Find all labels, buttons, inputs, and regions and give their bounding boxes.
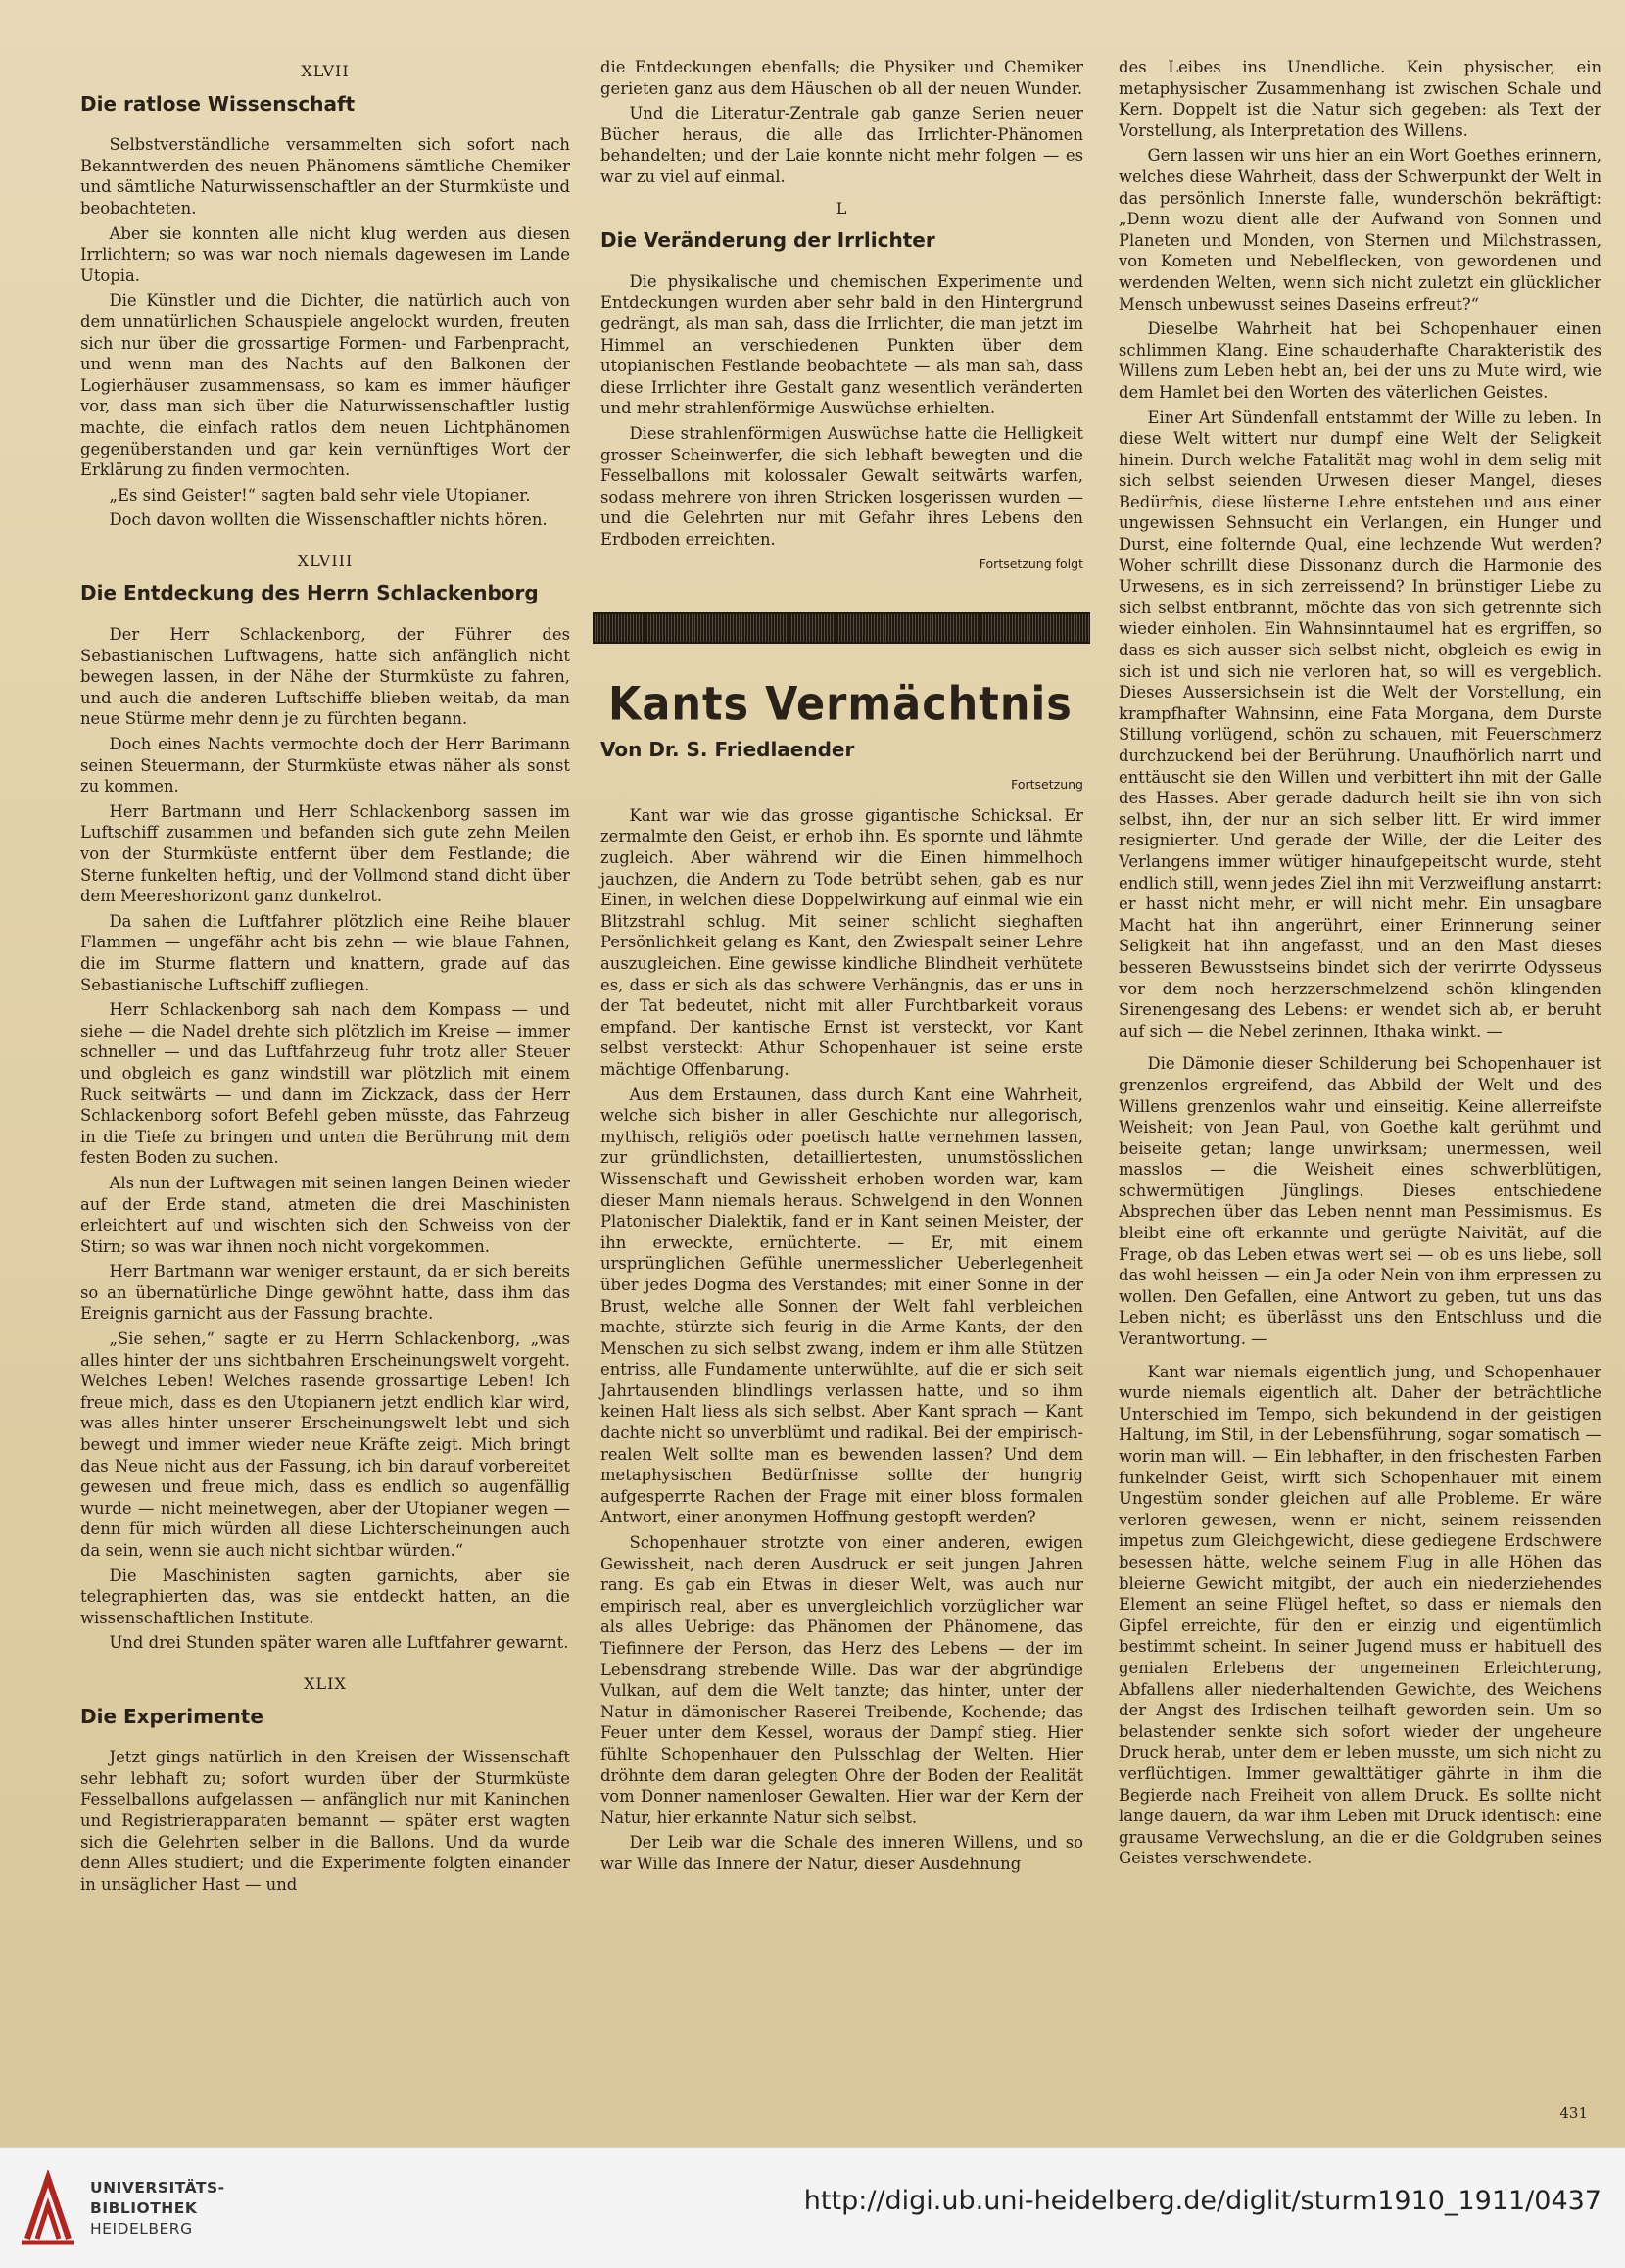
paragraph: Die physikalische und chemischen Experimente und Entdeckungen wurden aber sehr bald in den Hintergrund gedrängt, als man sah, dass die Irrlichter, die man jetzt im Himmel an verschiedenen Punkten über dem utopianischen Festlande beobachtete — als man sah, dass diese Irrlichter ihre Gestalt ganz wesentlich veränderten und mehr strahlenförmige Auswüchse erhielten. [600,271,1083,418]
library-name: UNIVERSITÄTS- BIBLIOTHEK HEIDELBERG [90,2179,225,2238]
paragraph: Die Dämonie dieser Schilderung bei Schopenhauer ist grenzenlos ergreifend, das Abbild der Welt und des Willens grenzenlos wahr und einseitig. Keine allerreifste Weisheit; von Jean Paul, von Goethe kalt gerühmt und beiseite getan; lange unwirksam; unermessen, weil masslos — die Weisheit eines schwerblütigen, schwermütigen Jünglings. Dieses entschiedene Absprechen über das Leben nennt man Pessimismus. Es bleibt eine oft erkannte und gerügte Naivität, auf die Frage, ob das Leben etwas wert sei — ob es uns liebe, soll das wohl heissen — ein Ja oder Nein von ihm erpressen zu wollen. Den Gefallen, eine Antwort zu geben, tut uns das Leben nicht; es überlässt uns den Entschluss und die Verantwortung. — [1119,1054,1601,1349]
continuation-note: Fortsetzung folgt [979,556,1083,572]
article-title: Kants Vermächtnis [608,677,1073,732]
paragraph: „Sie sehen,“ sagte er zu Herrn Schlackenborg, „was alles hinter der uns sichtbahren Erscheinungswelt vorgeht. Welches Leben! Welches rasende grossartige Leben! Ich freue mich, dass es den Utopianern jetzt endlich klar wird, was alles hinter unserer Erscheinungswelt lebt und sich bewegt und immer wieder neue Kräfte zeigt. Mich bringt das Neue nicht aus der Fassung, ich bin darauf vorbereitet gewesen und freue mich, dass es endlich so augenfällig wurde — nicht meinetwegen, aber der Utopianer wegen — denn für mich würden all diese Lichterscheinungen auch da sein, wenn sie auch nicht sichtbar würden.“ [80,1329,570,1560]
ornamental-divider [593,612,1090,644]
paragraph: Die Künstler und die Dichter, die natürlich auch von dem unnatürlichen Schauspiele angelockt wurden, freuten sich nur über die grossartige Formen- und Farbenpracht, und wenn man des Nachts auf den Balkonen der Logierhäuser zusammensass, so kam es immer häufiger vor, dass man sich über die Naturwissenschaftler lustig machte, die einfach ratlos dem neuen Lichtphänomen gegenüberstanden und gar kein vernünftiges Wort der Erklärung zu finden vermochten. [80,291,570,480]
paragraph: Die Maschinisten sagten garnichts, aber sie telegraphierten das, was sie entdeckt hatten, an die wissenschaftlichen Institute. [80,1566,570,1627]
paragraph: Herr Bartmann und Herr Schlackenborg sassen im Luftschiff zusammen und befanden sich gute zehn Meilen von der Sturmküste entfernt über dem Festlande; die Sterne funkelten heftig, und der Vollmond stand dicht über dem Meereshorizont ganz dunkelrot. [80,801,570,906]
paragraph: Der Leib war die Schale des inneren Willens, und so war Wille das Innere der Natur, dieser Ausdehnung [600,1833,1083,1873]
paragraph: „Es sind Geister!“ sagten bald sehr viele Utopianer. [109,485,531,505]
paragraph: Kant war niemals eigentlich jung, und Schopenhauer wurde niemals eigentlich alt. Daher der beträchtliche Unterschied im Tempo, sich bekundend in der geistigen Haltung, im Stil, in der Lebensführung, sogar somatisch — worin man will. — Ein lebhafter, in den frischesten Farben funkelnder Geist, wirft sich Schopenhauer mit einem Ungestüm sonder gleichen auf alle Probleme. Er wäre verloren gewesen, wenn er nicht, seinem reissenden impetus zum Gleichgewicht, diese gediegene Erdschwere besessen hätte, welche seinem Flug in alle Höhen das bleierne Gewicht mitgibt, der auch ein niederziehendes Element an seine Flügel heftet, so dass er niemals den Gipfel erreichte, für den er einzig und eigentümlich bestimmt scheint. In seiner Jugend muss er habituell des genialen Erlebens der ungemeinen Erleichterung, Abfallens aller niederhaltenden Gewichte, des Weichens der Angst des Irdischen teilhaft geworden sein. Um so belastender senkte sich sofort wieder der ungeheure Druck herab, unter dem er leben musste, um sich nicht zu verflüchtigen. Immer gewalttätiger gährte in ihm die Begierde nach Freiheit von allem Druck. Es sollte nicht lange dauern, da war ihm Leben mit Druck identisch: eine grausame Verwechslung, an die er die Goldgruben seines Geistes verschwendete. [1119,1362,1601,1868]
paragraph: Diese strahlenförmigen Auswüchse hatte die Helligkeit grosser Scheinwerfer, die sich lebhaft bewegten und die Fesselballons mit kolossaler Gewalt seitwärts warfen, sodass mehrere von ihren Stricken losgerissen wurden — und die Gelehrten nur mit Gefahr ihres Lebens den Erdboden erreichten. [600,423,1083,549]
paragraph: Doch davon wollten die Wissenschaftler nichts hören. [109,510,548,530]
paragraph: Aus dem Erstaunen, dass durch Kant eine Wahrheit, welche sich bisher in aller Geschichte nur allegorisch, mythisch, religiös oder poetisch hatte vernehmen lassen, zur gründlichsten, detailliertesten, unumstösslichen Wissenschaft und Gewissheit erhoben worden war, kam dieser Mann niemals heraus. Schwelgend in den Wonnen Platonischer Dialektik, fand er in Kant seinen Meister, der ihn erweckte, ernüchterte. — Er, mit einem ursprünglichen Gefühle unermesslicher Ueberlegenheit über jedes Dogma des Verstandes; mit einer Sonne in der Brust, welche alle Sonnen der Welt fahl verbleichen machte, stürzte sich feurig in die Arme Kants, der den Menschen zu sich selbst zwang, indem er ihm alle Stützen entriss, alle Fundamente unterwühlte, auf die er sich seit Jahrtausenden blindlings verlassen hatte, und so ihm keinen Halt liess als sich selbst. Aber Kant sprach — Kant dachte nicht so unverblümt und radikal. Bei der empirisch-realen Welt sollte man es bewenden lassen? Und dem metaphysischen Bedürfnisse sollte der hungrig aufgesperrte Rachen der Frage mit einer bloss formalen Antwort, einer anonymen Hoffnung gestopft werden? [600,1085,1083,1527]
paragraph: Jetzt gings natürlich in den Kreisen der Wissenschaft sehr lebhaft zu; sofort wurden über der Sturmküste Fesselballons aufgelassen — anfänglich nur mit Kaninchen und Registrierapparaten bemannt — später erst wagten sich die Gelehrten selber in die Ballons. Und da wurde denn Alles studiert; und die Experimente folgten einander in unsäglicher Hast — und [80,1748,570,1894]
page-number: 431 [1559,2104,1588,2122]
column-left [80,57,570,1899]
section-title: Die Entdeckung des Herrn Schlackenborg [80,581,539,605]
paragraph: Kant war wie das grosse gigantische Schicksal. Er zermalmte den Geist, er erhob ihn. Es spornte und lähmte zugleich. Aber während wir die Einen himmelhoch jauchzen, die Andern zu Tode betrübt sehen, gab es nur Einen, in welchen diese Doppelwirkung auf einmal wie ein Blitzstrahl schlug. Mit seiner schlicht sieghaften Persönlichkeit gelang es Kant, den Zwiespalt seiner Lehre auszugleichen. Eine gewisse kindliche Blindheit verhütete es, dass er sich als das schwere Verhängnis, das er uns in der Tat bedeutet, nicht mit aller Furchtbarkeit voraus empfand. Der kantische Ernst ist versteckt, vor Kant selbst versteckt: Athur Schopenhauer ist seine erste mächtige Offenbarung. [600,805,1083,1079]
section-number: XLVII [301,62,350,80]
section-title: Die Experimente [80,1704,263,1728]
paragraph: Aber sie konnten alle nicht klug werden aus diesen Irrlichtern; so was war noch niemals dagewesen im Lande Utopia. [80,223,570,285]
paragraph: Gern lassen wir uns hier an ein Wort Goethes erinnern, welches diese Wahrheit, dass der Schwerpunkt der Welt in das persönlich Innerste falle, wunderschön bekräftigt: „Denn wozu dient alle der Aufwand von Sonnen und Planeten und Monden, von Sternen und Milchstrassen, von Kometen und Nebelflecken, von gewordenen und werdenden Welten, wenn sich nicht zuletzt ein glücklicher Mensch unbewusst seines Daseins erfreut?“ [1119,146,1601,314]
section-number: XLVIII [297,551,354,570]
section-title: Die ratlose Wissenschaft [80,91,356,116]
paragraph: Dieselbe Wahrheit hat bei Schopenhauer einen schlimmen Klang. Eine schauderhafte Charakteristik des Willens zum Leben hebt an, bei der uns zu Mute wird, wie dem Hamlet bei den Worten des väterlichen Geistes. [1119,319,1601,402]
paragraph: Einer Art Sündenfall entstammt der Wille zu leben. In diese Welt wittert nur dumpf eine Welt der Seligkeit hinein. Durch welche Fatalität mag wohl in dem selig mit sich selbst seienden Urwesen dieser Mangel, dieses Bedürfnis, diese lüsterne Lehre entstehen und aus einer ungewissen Sehnsucht ein Verlangen, ein Hunger und Durst, eine folternde Qual, eine lechzende Wut werden? Woher schrillt diese Dissonanz durch die Harmonie des Urwesens, es in sich zerreissend? In brünstiger Liebe zu sich selbst entbrannt, möchte das von sich getrennte sich wieder einholen. Ein Wahnsinntaumel hat es ergriffen, so dass es sich ausser sich selbst nicht, obgleich es ewig in sich ist und sich nie verloren hat, so will es vergeblich. Dieses Aussersichsein ist die Welt der Vorstellung, ein krampfhafter Wahnsinn, eine Fata Morgana, dem Durste Stillung vorlügend, schön zu schauen, mit Feuerschmerz durchzuckend bei der Berührung. Unaufhörlich narrt und enttäuscht sie den Willen und verbittert ihn mit der Galle des Hasses. Aber gerade dadurch heilt sie ihn von sich selbst, ihn, der nur an sich selber litt. Er wird immer resignierter. Und gerade der Wille, der die Leiter des Verlangens immer wütiger hinaufgepeitscht wurde, steht endlich still, wenn jedes Ziel ihn mit Verzweiflung anstarrt: er hasst nicht mehr, er will nicht mehr. Ein unsagbare Macht hat ihn angerührt, einer Erinnerung seiner Seligkeit hat ihn angefasst, und an den Mast dieses besseren Bewusstseins bindet sich der verirrte Odysseus vor dem noch herzzerschmelzend schön klingenden Sirenengesang des Lebens: er wendet sich ab, er beruht auf sich — die Nebel zerinnen, Ithaka winkt. — [1119,408,1601,1040]
continuation-note: Fortsetzung [1011,777,1083,793]
paragraph: Der Herr Schlackenborg, der Führer des Sebastianischen Luftwagens, hatte sich anfänglich nicht bewegen lassen, in der Nähe der Sturmküste zu fahren, und auch die anderen Luftschiffe blieben weitab, da man neue Stürme mehr denn je zu fürchten begann. [80,625,570,729]
paragraph: Und drei Stunden später waren alle Luftfahrer gewarnt. [109,1633,569,1653]
paragraph: Und die Literatur-Zentrale gab ganze Serien neuer Bücher heraus, die alle das Irrlichter-Phänomen behandelten; und der Laie konnte nicht mehr folgen — es war zu viel auf einmal. [600,104,1083,186]
viewer-footer [0,2147,1625,2268]
paragraph: Herr Bartmann war weniger erstaunt, da er sich bereits so an übernatürliche Dinge gewöhnt hatte, dass ihm das Ereignis garnicht aus der Fassung brachte. [80,1262,570,1324]
paragraph: Doch eines Nachts vermochte doch der Herr Barimann seinen Steuermann, der Sturmküste etwas näher als sonst zu kommen. [80,735,570,796]
column-middle [600,57,1083,1879]
column-right [1119,57,1601,1873]
paragraph: die Entdeckungen ebenfalls; die Physiker und Chemiker gerieten ganz aus dem Häuschen ob all der neuen Wunder. [600,58,1083,98]
paragraph: Als nun der Luftwagen mit seinen langen Beinen wieder auf der Erde stand, atmeten die drei Maschinisten erleichtert auf und wischten sich den Schweiss von der Stirn; so was war ihnen noch nicht vorgekommen. [80,1173,570,1256]
section-title: Die Veränderung der Irrlichter [600,228,935,253]
paragraph: Selbstverständliche versammelten sich sofort nach Bekanntwerden des neuen Phänomens sämtliche Chemiker und sämtliche Naturwissenschaftler an der Sturmküste und beobachteten. [80,135,570,217]
paragraph: Schopenhauer strotzte von einer anderen, ewigen Gewissheit, nach deren Ausdruck er seit jungen Jahren rang. Es gab ein Etwas in dieser Welt, was auch nur empirisch real, aber es unvergleichlich vorzüglicher war als alles Uebrige: das Phänomen der Phänomene, das Tiefinnere der Person, das Herz des Lebens — der im Lebensdrang strebende Wille. Das war der abgründige Vulkan, auf dem die Welt tanzte; das hinter, unter der Natur in dämonischer Raserei Treibende, Kochende; das Feuer unter dem Kessel, woraus der Dampf stieg. Hier fühlte Schopenhauer den Pulsschlag der Welten. Hier dröhnte dem daran gelegten Ohre der Boden der Realität vom Donner namenloser Gewalten. Hier war der Kern der Natur, hier erkannte Natur sich selbst. [600,1533,1083,1827]
article-author: Von Dr. S. Friedlaender [600,737,855,761]
library-logo-icon [18,2170,78,2248]
paragraph: des Leibes ins Unendliche. Kein physischer, ein metaphysischer Zusammenhang ist zwischen Schale und Kern. Doppelt ist die Natur sich gegeben: als Text der Vorstellung, als Interpretation des Willens. [1119,58,1601,140]
section-number: L [836,198,848,217]
paragraph: Da sahen die Luftfahrer plötzlich eine Reihe blauer Flammen — ungefähr acht bis zehn — wie blaue Fahnen, die im Sturme flattern und knattern, grade auf das Sebastianische Luftschiff zufliegen. [80,911,570,994]
section-number: XLIX [304,1673,347,1693]
paragraph: Herr Schlackenborg sah nach dem Kompass — und siehe — die Nadel drehte sich plötzlich im Kreise — immer schneller — und das Luftfahrzeug fuhr trotz aller Steuer und obgleich es ganz windstill war plötzlich mit einem Ruck seitwärts — und dann im Zickzack, dass der Herr Schlackenborg sofort Befehl geben müsste, das Fahrzeug in die Tiefe zu bringen und unten die Berührung mit dem festen Boden zu suchen. [80,1000,570,1168]
permalink-url[interactable]: http://digi.ub.uni-heidelberg.de/diglit/sturm1910_1911/0437 [803,2186,1601,2216]
